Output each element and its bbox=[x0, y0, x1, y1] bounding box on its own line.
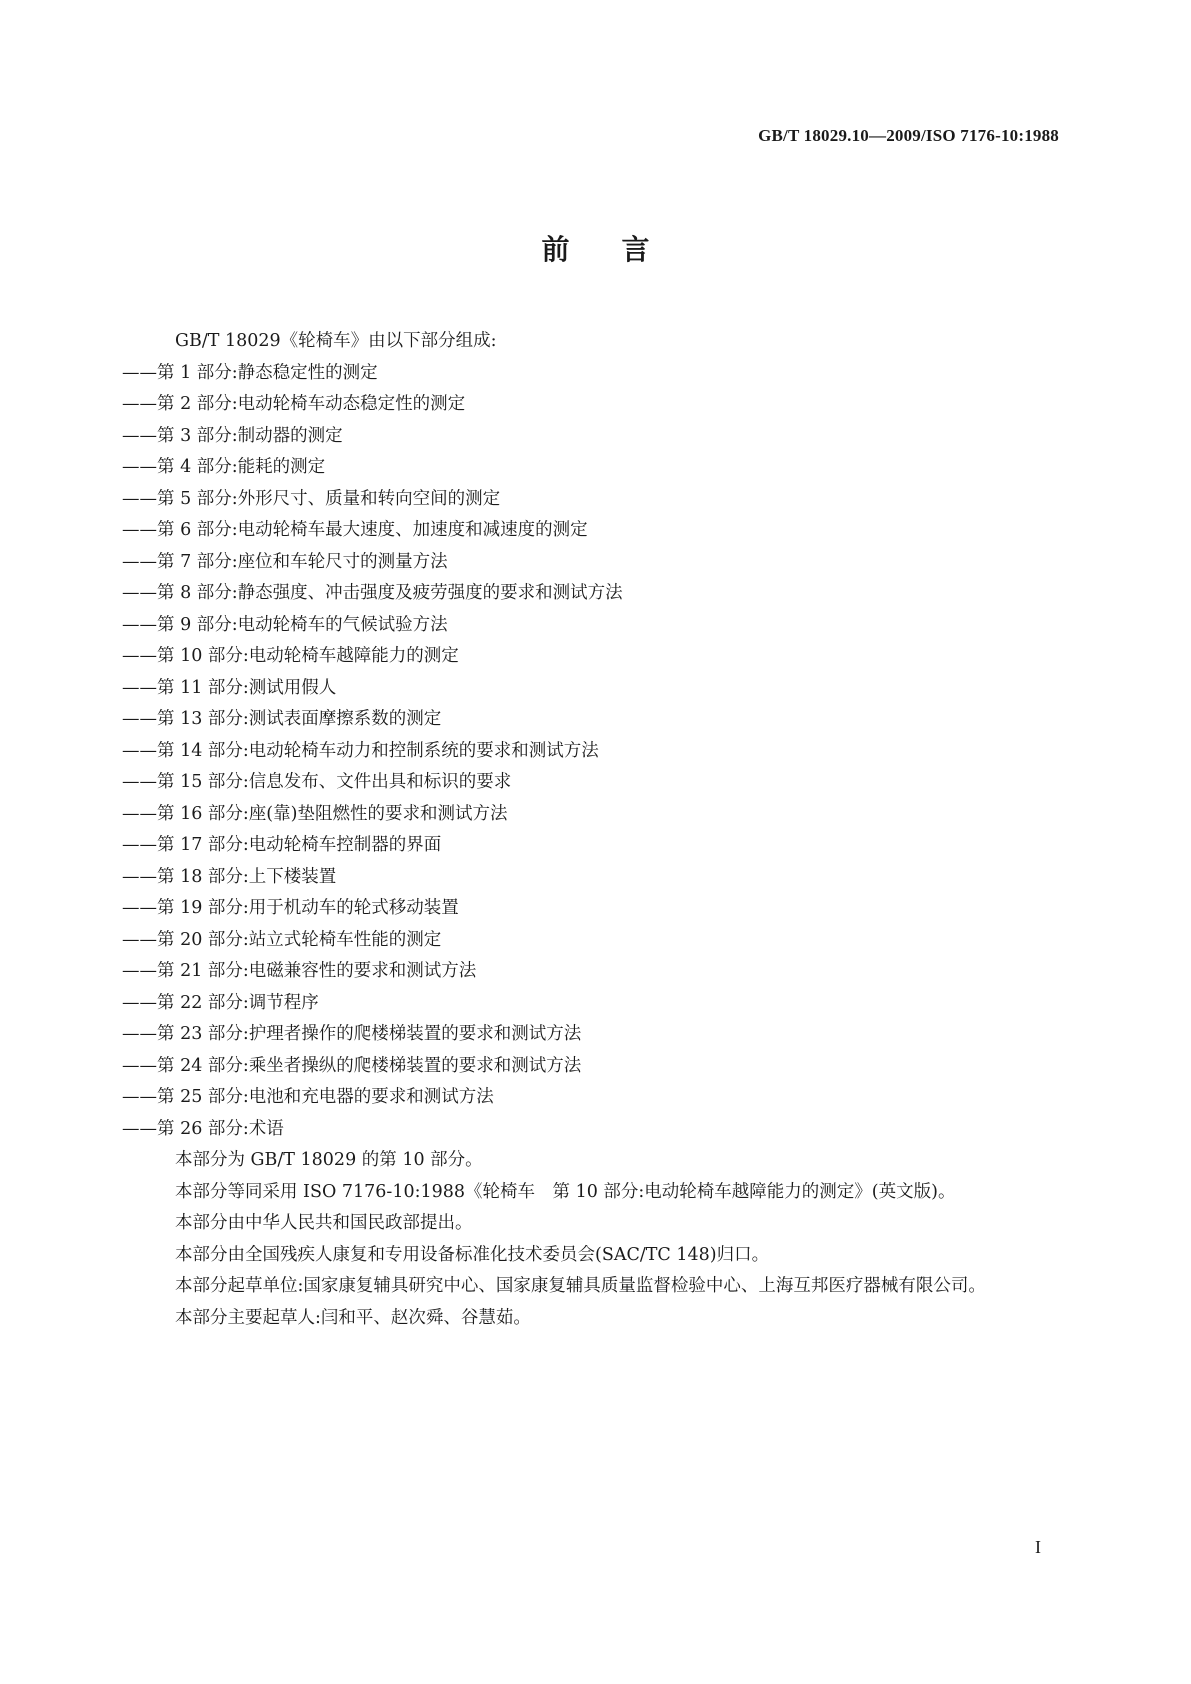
part-list-item: ——第 14 部分:电动轮椅车动力和控制系统的要求和测试方法 bbox=[122, 740, 599, 761]
part-list-item: ——第 16 部分:座(靠)垫阻燃性的要求和测试方法 bbox=[122, 803, 508, 824]
part-list-item: ——第 9 部分:电动轮椅车的气候试验方法 bbox=[122, 614, 448, 635]
part-list-item: ——第 3 部分:制动器的测定 bbox=[122, 425, 343, 446]
page-title: 前言 bbox=[541, 233, 702, 266]
paragraph-part-statement: 本部分为 GB/T 18029 的第 10 部分。 bbox=[175, 1150, 483, 1170]
part-list-item: ——第 22 部分:调节程序 bbox=[122, 992, 319, 1013]
part-list-item: ——第 23 部分:护理者操作的爬楼梯装置的要求和测试方法 bbox=[122, 1024, 582, 1044]
part-list-item: ——第 4 部分:能耗的测定 bbox=[122, 457, 326, 477]
part-list-item: ——第 11 部分:测试用假人 bbox=[122, 677, 337, 698]
part-list-item: ——第 20 部分:站立式轮椅车性能的测定 bbox=[122, 929, 442, 950]
part-list-item: ——第 8 部分:静态强度、冲击强度及疲劳强度的要求和测试方法 bbox=[122, 583, 623, 603]
paragraph-drafting-units: 本部分起草单位:国家康复辅具研究中心、国家康复辅具质量监督检验中心、上海互邦医疗器械有限公司。 bbox=[175, 1276, 986, 1296]
part-list-item: ——第 24 部分:乘坐者操纵的爬楼梯装置的要求和测试方法 bbox=[122, 1055, 582, 1076]
part-list-item: ——第 2 部分:电动轮椅车动态稳定性的测定 bbox=[122, 394, 466, 414]
part-list-item: ——第 26 部分:术语 bbox=[122, 1118, 284, 1139]
part-list-item: ——第 25 部分:电池和充电器的要求和测试方法 bbox=[122, 1087, 494, 1107]
paragraph-drafters: 本部分主要起草人:闫和平、赵次舜、谷慧茹。 bbox=[175, 1307, 531, 1328]
standard-code-header: GB/T 18029.10—2009/ISO 7176-10:1988 bbox=[758, 126, 1059, 145]
part-list-item: ——第 15 部分:信息发布、文件出具和标识的要求 bbox=[122, 772, 512, 792]
paragraph-committee: 本部分由全国残疾人康复和专用设备标准化技术委员会(SAC/TC 148)归口。 bbox=[175, 1244, 770, 1265]
paragraph-adoption: 本部分等同采用 ISO 7176-10:1988《轮椅车 第 10 部分:电动轮椅车越障能力的测定》(英文版)。 bbox=[175, 1181, 956, 1202]
part-list-item: ——第 7 部分:座位和车轮尺寸的测量方法 bbox=[122, 551, 448, 572]
part-list-item: ——第 19 部分:用于机动车的轮式移动装置 bbox=[122, 898, 459, 918]
paragraph-proposer: 本部分由中华人民共和国民政部提出。 bbox=[175, 1213, 473, 1233]
part-list-item: ——第 21 部分:电磁兼容性的要求和测试方法 bbox=[122, 961, 477, 981]
part-list-item: ——第 1 部分:静态稳定性的测定 bbox=[122, 362, 378, 383]
part-list-item: ——第 13 部分:测试表面摩擦系数的测定 bbox=[122, 709, 442, 729]
part-list-item: ——第 6 部分:电动轮椅车最大速度、加速度和减速度的测定 bbox=[122, 520, 588, 540]
intro-paragraph: GB/T 18029《轮椅车》由以下部分组成: bbox=[175, 331, 497, 351]
part-list-item: ——第 5 部分:外形尺寸、质量和转向空间的测定 bbox=[122, 488, 501, 509]
part-list-item: ——第 10 部分:电动轮椅车越障能力的测定 bbox=[122, 646, 459, 666]
part-list-item: ——第 17 部分:电动轮椅车控制器的界面 bbox=[122, 835, 442, 855]
part-list-item: ——第 18 部分:上下楼装置 bbox=[122, 866, 337, 887]
foreword-body bbox=[122, 326, 1067, 1334]
page-number: I bbox=[1035, 1537, 1041, 1557]
